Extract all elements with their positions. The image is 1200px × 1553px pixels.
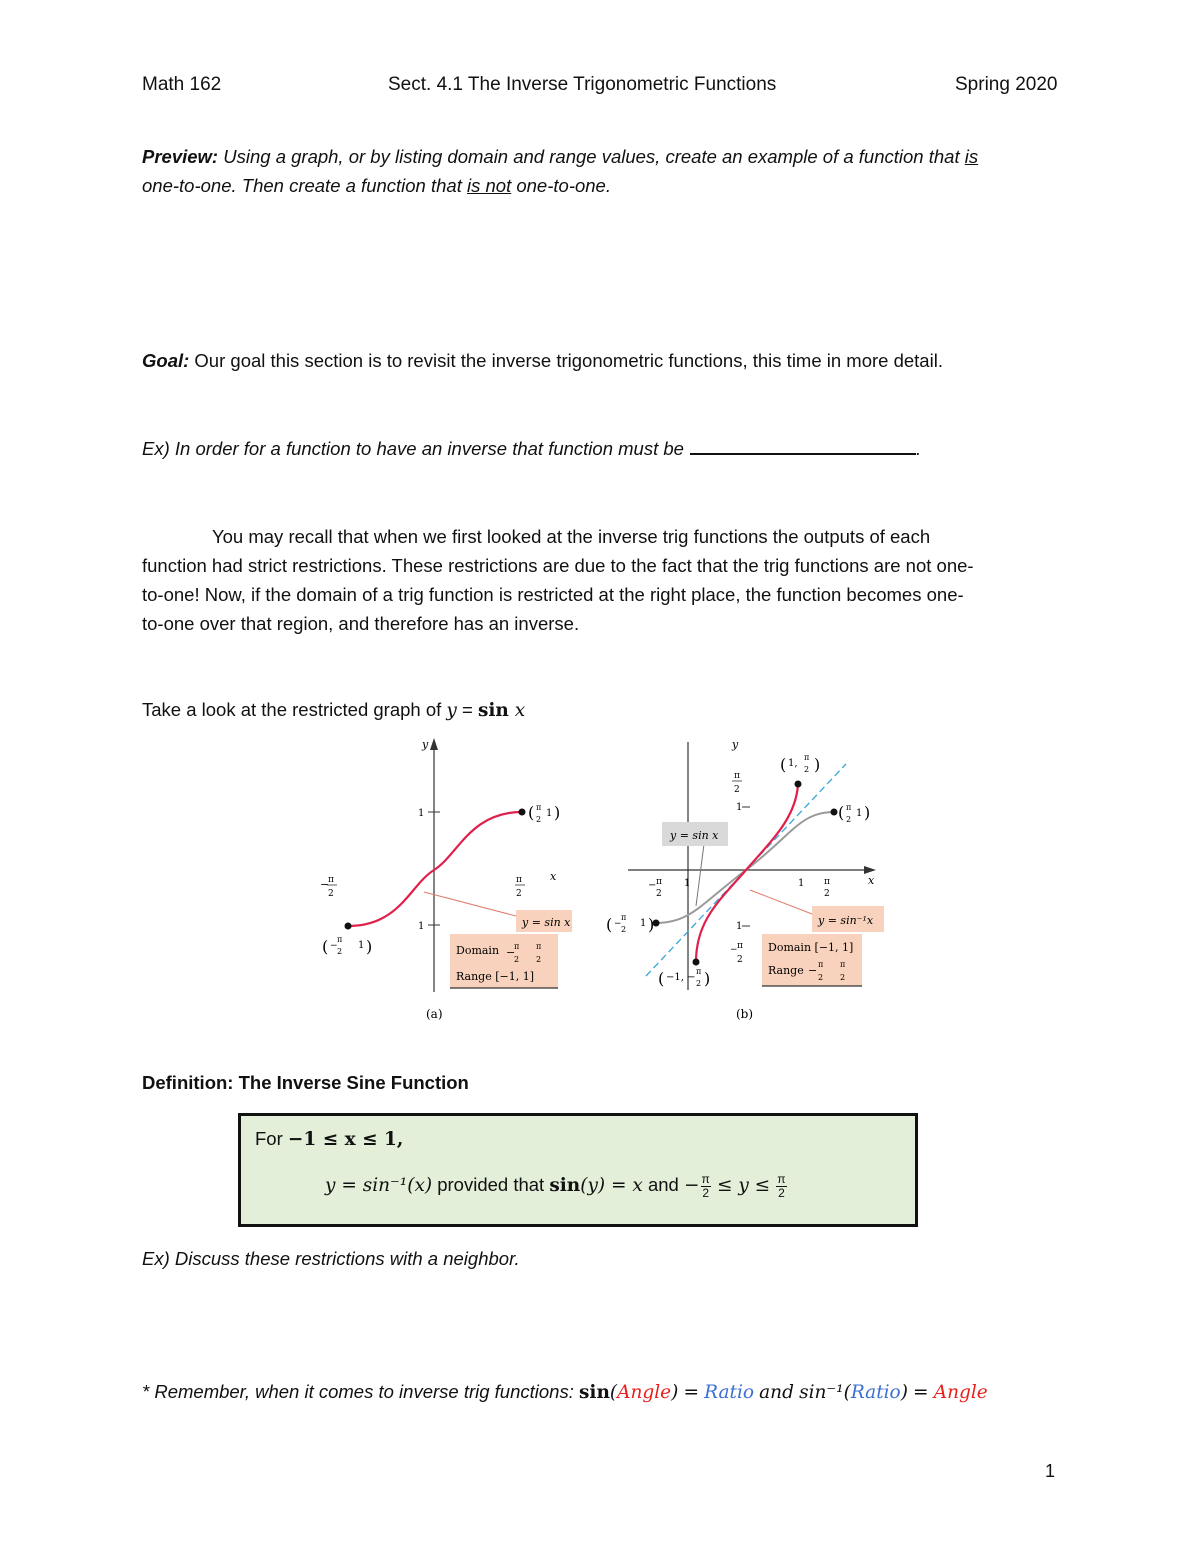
graph-b-top-point-close: ) bbox=[814, 755, 821, 774]
preview-text-2: one-to-one. Then create a function that bbox=[142, 175, 462, 196]
graph-b-right-point-open: ( bbox=[838, 803, 845, 822]
header-course: Math 162 bbox=[142, 74, 222, 95]
graph-b-xtick-neg: − bbox=[648, 880, 657, 891]
definition-sin-eq: (y) = x bbox=[580, 1175, 643, 1196]
graph-b-range-pi1: π bbox=[818, 960, 824, 969]
graph-b-y-label: y bbox=[732, 738, 739, 751]
page-number: 1 bbox=[1045, 1461, 1056, 1481]
graph-b-right-point-two: 2 bbox=[846, 815, 852, 824]
graph-b-ytick-neg: − bbox=[730, 945, 738, 955]
definition-inequality: ≤ y ≤ bbox=[716, 1175, 771, 1196]
graph-a bbox=[300, 730, 590, 1030]
preview-is: is bbox=[964, 146, 979, 167]
preview-text-3: one-to-one. bbox=[516, 175, 611, 196]
graph-b-range-two1: 2 bbox=[818, 973, 824, 982]
remember-lp1: ( bbox=[609, 1382, 618, 1403]
graph-b-xtick-negtwo: 2 bbox=[656, 889, 662, 899]
header-section-title: Sect. 4.1 The Inverse Trigonometric Functions bbox=[388, 74, 777, 95]
graph-b-right-point-close: ) bbox=[864, 803, 871, 822]
graph-b-xtick-two: 2 bbox=[824, 889, 830, 899]
graph-a-function-label: y = sin x bbox=[522, 916, 571, 929]
graph-b-ytick-negtwo: 2 bbox=[737, 955, 743, 965]
definition-line-1 bbox=[255, 1124, 403, 1154]
remember-eq2: = bbox=[913, 1382, 929, 1403]
definition-pi-over-2 bbox=[776, 1173, 786, 1200]
graph-a-domain-two2: 2 bbox=[536, 955, 542, 964]
graph-a-right-point-label: ( bbox=[528, 803, 535, 822]
definition-and: and bbox=[647, 1174, 679, 1195]
graph-b-sin-label: y = sin x bbox=[670, 829, 719, 842]
remember-and: and bbox=[759, 1382, 794, 1403]
graph-b-left-point-neg: − bbox=[614, 919, 622, 929]
graph-a-right-point-two: 2 bbox=[536, 815, 542, 824]
graph-b-top-point-x: 1, bbox=[788, 758, 798, 769]
remember-sin: sin bbox=[579, 1382, 610, 1403]
graph-b-range-neg: − bbox=[808, 964, 818, 977]
goal-label: Goal: bbox=[142, 350, 190, 371]
graph-b-left-point-close: ) bbox=[648, 915, 655, 934]
graph-b-top-point-pi: π bbox=[804, 753, 810, 762]
remember-line bbox=[142, 1377, 988, 1407]
recall-line-1: You may recall that when we first looked at the inverse trig functions the outputs of each bbox=[212, 526, 931, 547]
recall-line-3: to-one! Now, if the domain of a trig function is restricted at the right place, the function becomes one- bbox=[142, 584, 964, 605]
graph-a-neg-pi: π bbox=[328, 875, 334, 885]
definition-two1: 2 bbox=[702, 1185, 709, 1200]
graph-b-right-point-pi: π bbox=[846, 803, 852, 812]
graph-b-caption: (b) bbox=[736, 1007, 754, 1021]
graph-b-top-point-two: 2 bbox=[804, 765, 810, 774]
remember-rp2: ) bbox=[900, 1382, 908, 1403]
header-term: Spring 2020 bbox=[955, 74, 1058, 95]
graph-b bbox=[600, 730, 900, 1030]
graph-a-range-label: Range [−1, 1] bbox=[456, 970, 535, 983]
graph-b-x-label: x bbox=[868, 874, 875, 887]
graph-a-domain-pi1: π bbox=[514, 942, 520, 951]
graph-b-bottom-point-x: −1, − bbox=[666, 972, 696, 983]
definition-inverse-eq: y = sin⁻¹(x) bbox=[325, 1175, 433, 1196]
definition-line-2 bbox=[325, 1170, 788, 1200]
recall-line-4: to-one over that region, and therefore has an inverse. bbox=[142, 613, 580, 634]
graph-b-xtick-pi: π bbox=[824, 877, 830, 887]
graph-b-domain-label: Domain [−1, 1] bbox=[768, 941, 854, 954]
graph-a-pos-pi: π bbox=[516, 875, 522, 885]
definition-pi1: π bbox=[701, 1171, 710, 1186]
take-look-text: Take a look at the restricted graph of bbox=[142, 699, 442, 720]
ex1-text: Ex) In order for a function to have an inverse that function must be bbox=[142, 438, 684, 459]
remember-ratio-1: Ratio bbox=[704, 1382, 754, 1403]
preview-paragraph bbox=[142, 142, 1072, 200]
definition-title: Definition: The Inverse Sine Function bbox=[142, 1072, 469, 1093]
graph-b-xtick-neg-one: 1 bbox=[684, 878, 691, 889]
take-look-line bbox=[142, 695, 525, 725]
graph-a-y-label: y bbox=[422, 738, 429, 751]
graph-b-left-point-y: 1 bbox=[640, 918, 647, 929]
graph-b-left-point-pi: π bbox=[621, 913, 627, 922]
graph-a-sine-curve bbox=[348, 812, 522, 926]
graph-b-ytick-two: 2 bbox=[734, 785, 740, 795]
graph-a-right-point-close: ) bbox=[554, 803, 561, 822]
graph-b-bottom-point-open: ( bbox=[658, 969, 665, 988]
definition-pi2: π bbox=[777, 1171, 786, 1186]
take-look-x: x bbox=[508, 700, 526, 721]
remember-angle-2: Angle bbox=[933, 1382, 988, 1403]
graph-b-left-point-two: 2 bbox=[621, 925, 627, 934]
definition-box bbox=[238, 1113, 918, 1227]
graph-a-left-point-open: ( bbox=[322, 937, 329, 956]
definition-two2: 2 bbox=[778, 1185, 785, 1200]
remember-rp1: ) bbox=[671, 1382, 679, 1403]
graph-b-ytick-pi: π bbox=[734, 771, 740, 781]
graph-a-neg-sign: − bbox=[320, 878, 330, 891]
graph-a-left-point-pi: π bbox=[337, 935, 343, 944]
remember-lp2: ( bbox=[843, 1382, 851, 1403]
graph-a-domain-label: Domain bbox=[456, 944, 500, 957]
graph-a-left-point-close: ) bbox=[366, 937, 373, 956]
graph-b-bottom-point-two: 2 bbox=[696, 979, 702, 988]
graph-a-domain-pi2: π bbox=[536, 942, 542, 951]
graph-a-domain-two1: 2 bbox=[514, 955, 520, 964]
take-look-y: y bbox=[446, 700, 457, 721]
take-look-sin: sin bbox=[477, 700, 509, 721]
goal-paragraph bbox=[142, 346, 1082, 375]
graph-b-inverse-label: y = sin⁻¹x bbox=[818, 914, 874, 927]
ex-one-to-one bbox=[142, 434, 921, 463]
graph-a-right-point bbox=[519, 809, 526, 816]
recall-paragraph bbox=[142, 522, 1082, 638]
graph-b-left-point-open: ( bbox=[606, 915, 613, 934]
graph-a-left-point-y: 1 bbox=[358, 940, 365, 951]
graph-b-range-two2: 2 bbox=[840, 973, 846, 982]
ex1-period: . bbox=[915, 438, 922, 459]
definition-sin: sin bbox=[549, 1175, 581, 1196]
ex-discuss: Ex) Discuss these restrictions with a neighbor. bbox=[142, 1248, 520, 1269]
remember-eq1: = bbox=[683, 1382, 699, 1403]
graph-a-caption: (a) bbox=[426, 1007, 443, 1021]
graph-b-top-point-open: ( bbox=[780, 755, 787, 774]
graph-b-xtick-negpi: π bbox=[656, 877, 662, 887]
graph-a-right-point-pi: π bbox=[536, 803, 542, 812]
graph-a-left-point-two: 2 bbox=[337, 947, 343, 956]
graph-b-ytick-neg-one: 1 bbox=[736, 921, 743, 932]
definition-neg-pi-over-2 bbox=[701, 1173, 711, 1200]
remember-sin-inverse: sin⁻¹ bbox=[799, 1382, 844, 1403]
graph-a-neg-two: 2 bbox=[328, 889, 334, 899]
preview-is-not: is not bbox=[467, 175, 512, 196]
graph-a-left-point-neg: − bbox=[330, 941, 338, 951]
graph-a-domain-neg: − bbox=[506, 946, 516, 959]
recall-line-2: function had strict restrictions. These restrictions are due to the fact that the trig functions are not one- bbox=[142, 555, 974, 576]
graph-b-bottom-point-close: ) bbox=[704, 969, 711, 988]
remember-text: * Remember, when it comes to inverse trig functions: bbox=[142, 1381, 574, 1402]
preview-text-1: Using a graph, or by listing domain and range values, create an example of a function that bbox=[223, 146, 960, 167]
definition-neg: − bbox=[684, 1175, 700, 1196]
graph-b-bottom-point-pi: π bbox=[696, 967, 702, 976]
graph-b-ytick-one: 1 bbox=[736, 802, 743, 813]
graph-b-ytick-negpi: π bbox=[737, 941, 743, 951]
graph-a-tick-one: 1 bbox=[418, 808, 425, 819]
graph-a-left-point bbox=[345, 923, 352, 930]
remember-ratio-2: Ratio bbox=[850, 1382, 901, 1403]
graph-b-range-label: Range bbox=[768, 964, 804, 977]
graph-b-right-point-y: 1 bbox=[856, 808, 863, 819]
graph-b-range-pi2: π bbox=[840, 960, 846, 969]
preview-label: Preview: bbox=[142, 146, 219, 167]
graph-a-right-point-y: 1 bbox=[546, 808, 553, 819]
definition-for: For bbox=[255, 1128, 283, 1149]
answer-blank[interactable] bbox=[690, 435, 916, 455]
definition-provided: provided that bbox=[437, 1174, 545, 1195]
graph-a-pos-two: 2 bbox=[516, 889, 522, 899]
graph-a-tick-neg-one: 1 bbox=[418, 921, 425, 932]
goal-text: Our goal this section is to revisit the inverse trigonometric functions, this time in more detail. bbox=[194, 350, 943, 371]
graph-b-xtick-one: 1 bbox=[798, 878, 805, 889]
take-look-equals: = bbox=[456, 699, 478, 720]
graph-a-x-label: x bbox=[550, 870, 557, 883]
remember-angle-1: Angle bbox=[617, 1382, 672, 1403]
definition-domain: −1 ≤ x ≤ 1, bbox=[287, 1129, 404, 1150]
